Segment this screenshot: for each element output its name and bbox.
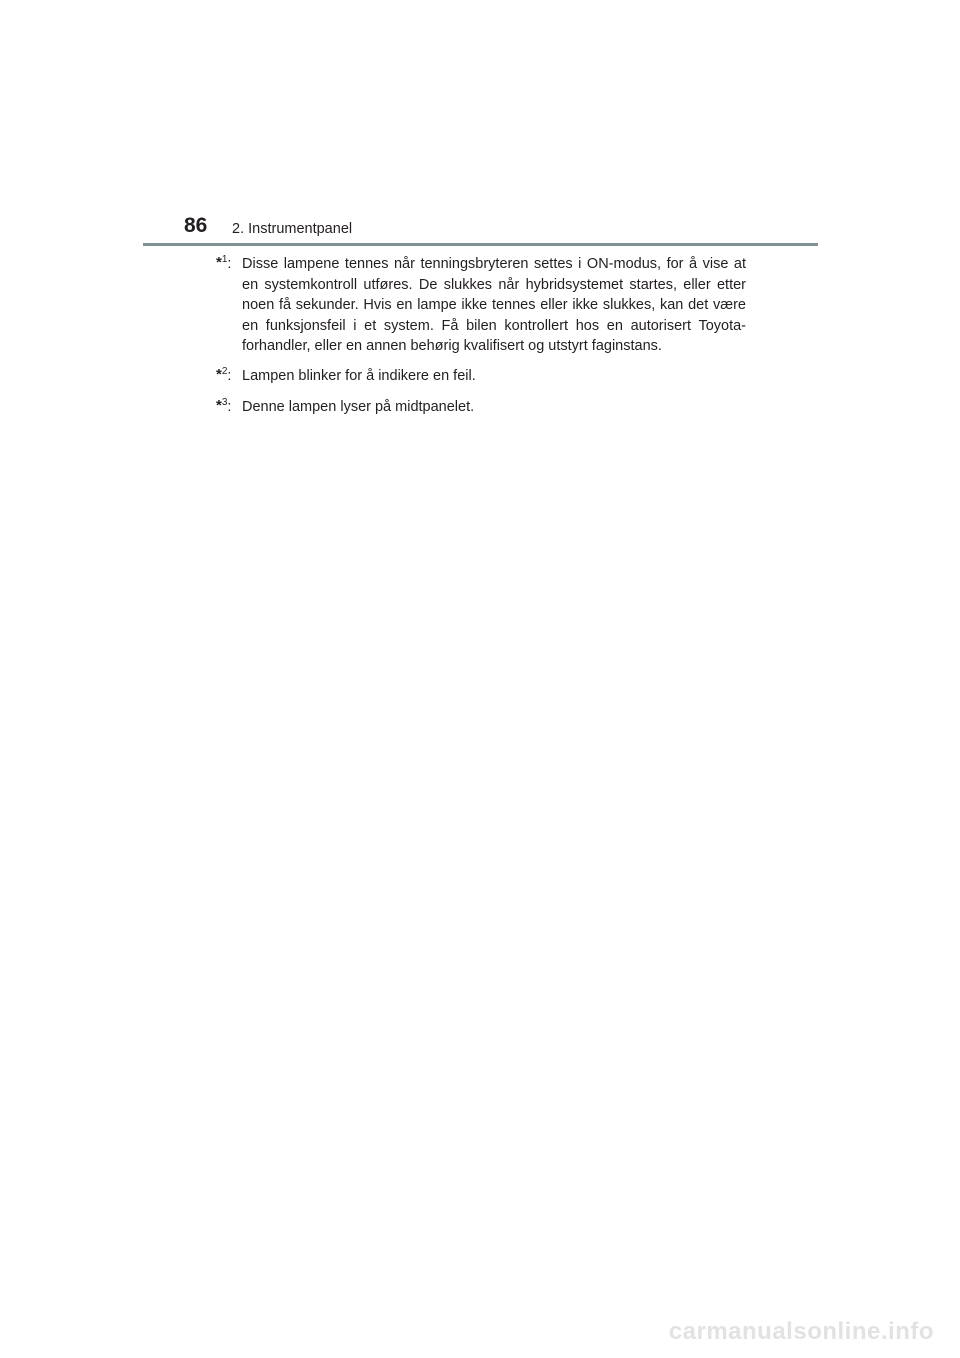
section-title: 2. Instrumentpanel — [232, 221, 353, 237]
footnote-separator: : — [227, 256, 232, 272]
asterisk-mark: * — [216, 254, 222, 271]
footnote-text: Disse lampene tennes når tenningsbryteren settes i ON-modus, for å vise at en systemkontroll utføres. De slukkes når hybridsystemet startes, eller etter noen få sekunder. Hvis en lampe ikke tennes eller ikke slukkes, kan det være en funksjonsfeil i et system. Få bilen kontrollert hos en autorisert Toyota-forhandler, eller en annen behørig kvalifisert og utstyrt faginstans. — [242, 256, 746, 354]
footnote-marker — [216, 366, 242, 389]
footnote-number: 3 — [221, 397, 228, 408]
footnote-marker — [216, 254, 242, 357]
footnote-list — [216, 254, 746, 429]
footnote-number: 2 — [221, 365, 228, 377]
page-number: 86 — [184, 214, 208, 237]
footnote-3 — [216, 397, 746, 420]
watermark: carmanualsonline.info — [668, 1318, 934, 1345]
footnote-text: Denne lampen lyser på midtpanelet. — [242, 399, 475, 415]
asterisk-mark: * — [216, 397, 222, 414]
footnote-marker — [216, 397, 242, 420]
footnote-number: 1 — [221, 254, 228, 265]
header-rule — [143, 243, 818, 246]
footnote-separator: : — [227, 399, 232, 415]
footnote-2 — [216, 366, 746, 389]
footnote-text: Lampen blinker for å indikere en feil. — [242, 367, 476, 384]
footnote-separator: : — [227, 367, 232, 384]
footnote-1 — [216, 254, 746, 357]
asterisk-mark: * — [216, 365, 222, 383]
